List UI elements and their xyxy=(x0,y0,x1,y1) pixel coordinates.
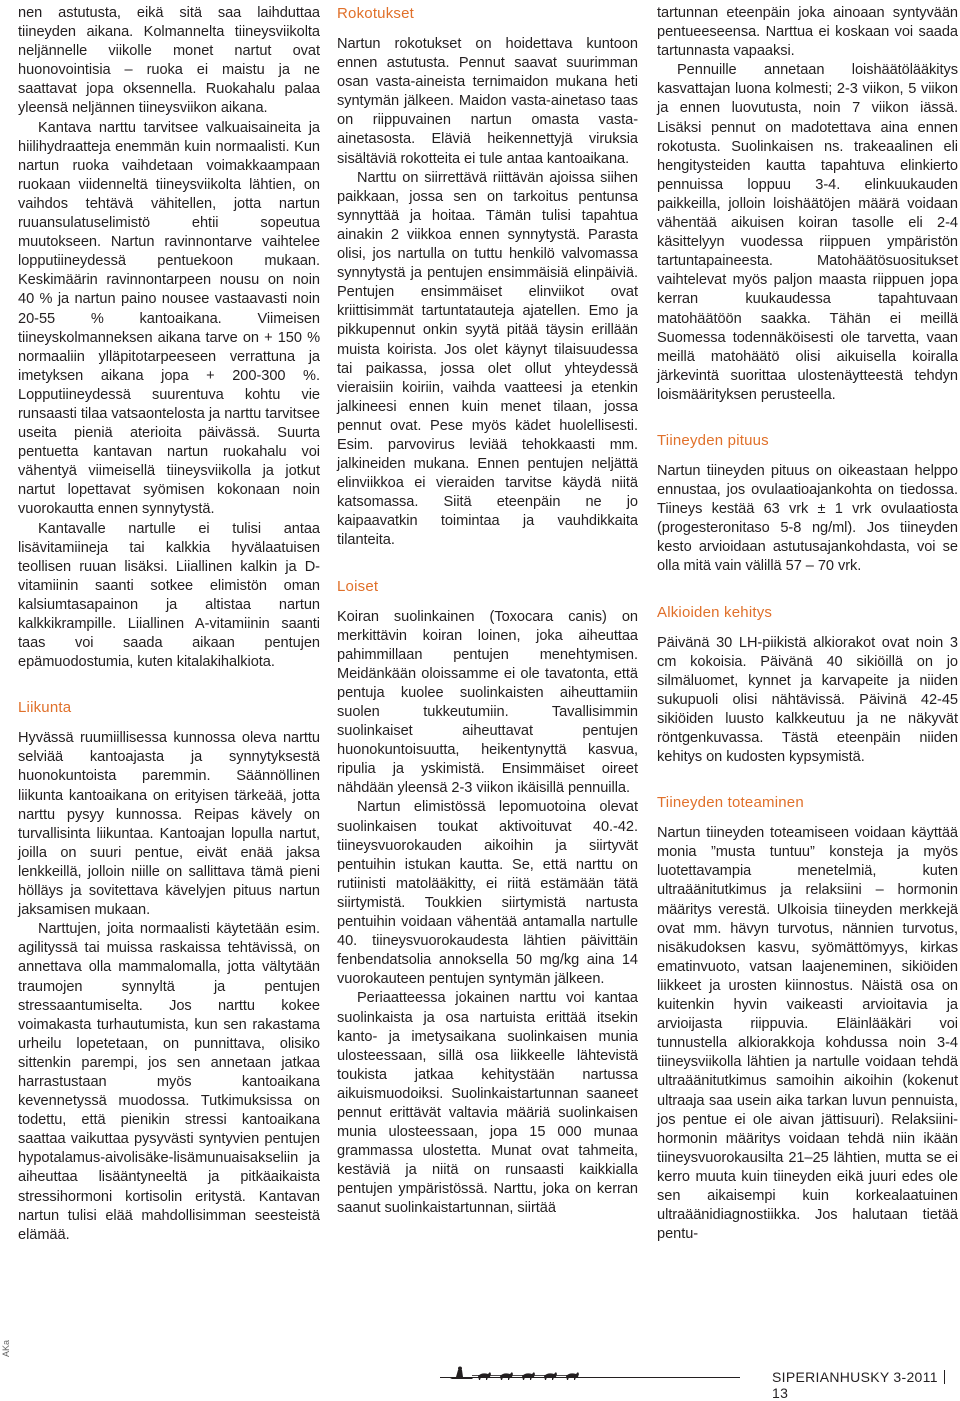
paragraph: Narttujen, joita normaalisti käytetään esim. agilityssä tai muissa raskaissa tehtävissä, on annettava olla mammalomalla, jotta vältytään traumojen synnyltä ja pentujen stressaantumiselta. Jos narttu kokee voimakasta turhautumista, kun sen rakastama urheilu lopetetaan, on punnittava, olisiko sittenkin parempi, jos sen annetaan jatkaa harrastustaan myös kantoaikana kevennetyssä muodossa. Tutkimuksissa on todettu, että pienikin stressi kantoaikana saattaa vaikuttaa pysyvästi syntyvien pentujen hypotalamus-aivolisäke-lisämunuaisakseliin ja aiheuttaa lisääntyneeltä ja pitkäaikaista stressihormoni kortisolin eritystä. Kantavan nartun tulisi elää mahdollisimman seesteistä elämää. xyxy=(18,921,320,1243)
page-number: 13 xyxy=(772,1385,789,1401)
heading-alkioiden-kehitys: Alkioiden kehitys xyxy=(657,603,773,621)
page-footer xyxy=(772,1369,960,1401)
paragraph: Nartun rokotukset on hoidettava kuntoon ennen astutusta. Pennut saavat suurimman osan vasta-aineista ternimaidon mukana heti syntymän jälkeen. Maidon vasta-ainetaso taas on riippuvainen nartun omasta vasta-ainetasosta. Eläviä heikennettyjä viruksia sisältäviä rokotteita ei tule antaa kantoaikana. xyxy=(337,36,638,167)
paragraph: Pennuille annetaan loishäätölääkitys kasvattajan luona kolmesti; 2-3 viikon, 5 viikon ja ennen luovutusta, noin 7 viikon iässä. Lisäksi pennut on madotettava aina ennen rokotusta. Suolinkaisen ns. trakeaalinen eli hengitysteiden kautta tapahtuva elinkierto pennuissa loppuu 3-4. elinkuukauden paikkeilla, jolloin loishäätöjen määrä voidaan vähentää aikuisen koiran tasolle eli 2-4 käsittelyyn vuodessa riippuen ympäristön tartuntapaineesta. Matohäätösuositukset vaihtelevat myös paljon maasta riippuen jopa kerran kuukaudessa tapahtuvaan matohäätöön saakka. Tähän ei meillä Suomessa todennäköisesti ole tarvetta, vaan meillä matohäätö olisi aikuisella koiralla järkevintä suorittaa ulostenäytteestä tehdyn loismäärityksen perusteella. xyxy=(657,62,958,403)
paragraph: Koiran suolinkainen (Toxocara canis) on merkittävin koiran loinen, joka aiheuttaa pahimmillaan pentujen menehtymisen. Meidänkään oloissamme ei ole tavatonta, että pentuja kuolee suolinkaisten aiheuttamiin suolen tukkeutumiin. Tavallisimmin suolinkaiset aiheuttavat pentujen huonokuntoisuutta, heikentynyttä kasvua, ripulia ja yskimistä. Ensimmäiset oireet nähdään yleensä 2-3 viikon ikäisillä pennuilla. xyxy=(337,608,638,797)
paragraph: Nartun elimistössä lepomuotoina olevat suolinkaisen toukat aktivoituvat 40.-42. tiineysvuorokauden aikoihin ja siirtyvät pentuihin istukan kautta. Se, että narttu on rutiinisti matolääkitty, ei riitä estämään tätä siirtymistä. Toukkien siirtymistä nartusta pentuihin voidaan vähentää antamalla nartulle 40. tiineysvuorokaudesta lähtien päivittäin fenbendatsolia annoksella 50 mg/kg aina 14 vuorokauteen pentujen syntymän jälkeen. xyxy=(337,799,638,988)
column-middle xyxy=(337,4,638,1219)
heading-rokotukset: Rokotukset xyxy=(337,5,415,22)
paragraph: Narttu on siirrettävä riittävän ajoissa siihen paikkaan, jossa sen on tarkoitus pentunsa synnyttää ja hoitaa. Tämän tulisi tapahtua ainakin 2 viikkoa ennen synnytystä. Parasta olisi, jos nartulla on tuttu henkilö valvomassa synnytystä ja pentujen ensimmäisiä elinpäiviä. Pentujen ensimmäiset elinviikot ovat kriittisimmät tartuntatauteja ajatellen. Emo ja pikkupennut onkin syytä pitää täysin erillään muista koirista. Jos olet käynyt tilaisuudessa tai paikassa, jossa olet ollut yhteydessä vieraisiin koiriin, vaihda vaatteesi ja etenkin jalkineesi ennen kuin menet tilaan, jossa pennut ovat. Pese myös kädet huolellisesti. Esim. parvovirus leviää tehokkaasti mm. jalkineiden mukana. Ennen pentujen neljättä elinviikkoa ei vieraiden tarvitse käydä niitä katsomassa. Siitä eteenpäin ne jo kaipaavatkin toimintaa ja vauhdikkaita tilanteita. xyxy=(337,169,638,549)
heading-liikunta: Liikunta xyxy=(18,699,72,717)
dog-sled-icon xyxy=(448,1366,598,1382)
heading-tiineyden-pituus: Tiineyden pituus xyxy=(657,431,769,449)
paragraph: nen astutusta, eikä sitä saa laihduttaa tiineyden aikana. Kolmannelta tiineysviikolta neljännelle viikolle monet nartut ovat huonovointisia – ruoka ei maistu ja ne saattavat jopa oksennella. Ruokahalu palaa yleensä neljännen tiineysviikon aikana. xyxy=(18,5,320,117)
paragraph: Periaatteessa jokainen narttu voi kantaa suolinkaista ja osa nartuista erittää itsekin kanto- ja imetysaikana suolinkaisen munia ulosteessaan, sillä osa liikkeelle lähtevistä toukista jatkaa kehitystään nartussa aikuismuodoiksi. Suolinkaistartunnan saaneet pennut erittävät valtavia määriä suolinkaisen munia ulosteessaan, jopa 15 000 munaa grammassa ulostetta. Munat ovat tahmeita, kestäviä ja niitä on runsaasti kaikkialla pentujen ympäristössä. Narttu, joka on kerran saanut suolinkaistartunnan, siirtää xyxy=(337,990,638,1217)
heading-loiset: Loiset xyxy=(337,577,379,595)
paragraph: Päivänä 30 LH-piikistä alkiorakot ovat noin 3 cm kokoisia. Päivänä 40 sikiöillä on jo silmäluomet, kynnet ja karvapeite ja niiden sukupuoli olisi nähtävissä. Päivinä 42-45 sikiöiden luusto kalkkeutuu ja ne näkyvät röntgenkuvassa. Tästä eteenpäin niiden kehitys on kudosten kypsymistä. xyxy=(657,634,958,766)
author-mark: AKa xyxy=(1,1339,11,1357)
paragraph: Kantava narttu tarvitsee valkuaisaineita ja hiilihydraatteja enemmän kuin normaalisti. Kun nartun ruoka vaihdetaan voimakkaampaan ruokaan viidenneltä tiineysviikolta lähtien, on vaihdos tehtävä vähitellen, jotta nartun ruuansulatuselimistö ehtii sopeutua muutokseen. Nartun ravinnontarve vaihtelee lopputiineydessä pentuekoon mukaan. Keskimäärin ravinnontarpeen nousu on noin 40 % ja nartun paino nousee vastaavasti noin 20-55 % kantoaikana. Viimeisen tiineyskolmanneksen aikana tarve on + 150 % normaaliin ylläpitotarpeeseen verrattuna ja imetyksen aikana jopa + 200-300 %. Lopputiineydessä suurentuva kohtu vie runsaasti tilaa vatsaontelosta ja narttu tarvitsee useita pieniä aterioita päivässä. Suurta pentuetta kantavan nartun ruokahalu voi vähentyä viimeisellä tiineysviikolla ja jotkut nartut lopettavat syömisen kokonaan noin vuorokautta ennen synnytystä. xyxy=(18,119,320,518)
footer-separator xyxy=(944,1370,945,1384)
paragraph: Kantavalle nartulle ei tulisi antaa lisävitamiineja tai kalkkia hyvälaatuisen teollisen ruuan lisäksi. Liiallinen kalkin ja D-vitamiinin saanti sotkee elimistön oman kalsiumtasapainon ja altistaa nartun kalkkikrampille. Liiallinen A-vitamiinin saanti taas voi saada aikaan pentujen epämuodostumia, kuten kitalakihalkiota. xyxy=(18,520,320,671)
column-right xyxy=(657,4,958,1244)
paragraph: Nartun tiineyden toteamiseen voidaan käyttää monia ”musta tuntuu” konsteja ja myös luotettavampia menetelmiä, kuten ultraäänitutkimus ja relaksiini – hormonin määritys verestä. Ulkoisia tiineyden merkkejä ovat mm. hävyn turvotus, nännien turvotus, nisäkudoksen kasvu, syömättömyys, kirkas ematinvuoto, vatsan laajeneminen, sikiöiden liikkeet ja urosten kiinnostus. Näistä osa on kuitenkin hyvin vaikeasti arvioitavia ja arvioijasta riippuvia. Eläinlääkäri voi tunnustella alkiorakkoja kohdussa noin 3-4 tiineysviikolla lähtien ja nartulle voidaan tehdä ultraäänitutkimus samoihin aikoihin (kokenut ultraaja saa usein aika tarkan luvun pennuista, jos pentue ei ole aivan jättisuuri). Relaksiini-hormonin määritys voidaan tehdä niin ikään tiineysvuorokausilta 21–25 lähtien, mutta se ei kerro muuta kuin tiineyden eikä juuri edes ole sen aikaisempi kuin korkealaatuinen ultraäänidiagnostiikka. Jos halutaan tietää pentu- xyxy=(657,825,958,1243)
paragraph: Hyvässä ruumiillisessa kunnossa oleva narttu selviää kantoajasta ja synnytyksestä huonokuntoista paremmin. Säännöllinen liikunta kantoaikana on erityisen tärkeää, jotta narttu pysyy kunnossa. Reipas kävely on turvallisinta liikuntaa. Kantoajan lopulla nartut, joilla on suuri pentue, eivät enää jaksa lenkkeillä, jolloin niille on sallittava tämä pieni hölläys ja sovitettava kävelyjen pituus nartun jaksamisen mukaan. xyxy=(18,730,320,919)
magazine-name: SIPERIANHUSKY 3-2011 xyxy=(772,1369,938,1385)
column-left xyxy=(18,4,320,1245)
paragraph: tartunnan eteenpäin joka ainoaan syntyvään pentueeseensa. Narttua ei koskaan voi saada tartunnasta vapaaksi. xyxy=(657,5,958,60)
heading-tiineyden-toteaminen: Tiineyden toteaminen xyxy=(657,794,804,812)
paragraph: Nartun tiineyden pituus on oikeastaan helppo ennustaa, jos ovulaatioajankohta on tiedossa. Tiineys kestää 63 vrk ± 1 vrk ovulaatiosta (progesteronitaso 5-8 ng/ml). Jos tiineyden kesto arvioidaan astutusajankohdasta, voi se olla mitä vain välillä 57 – 70 vrk. xyxy=(657,462,958,575)
